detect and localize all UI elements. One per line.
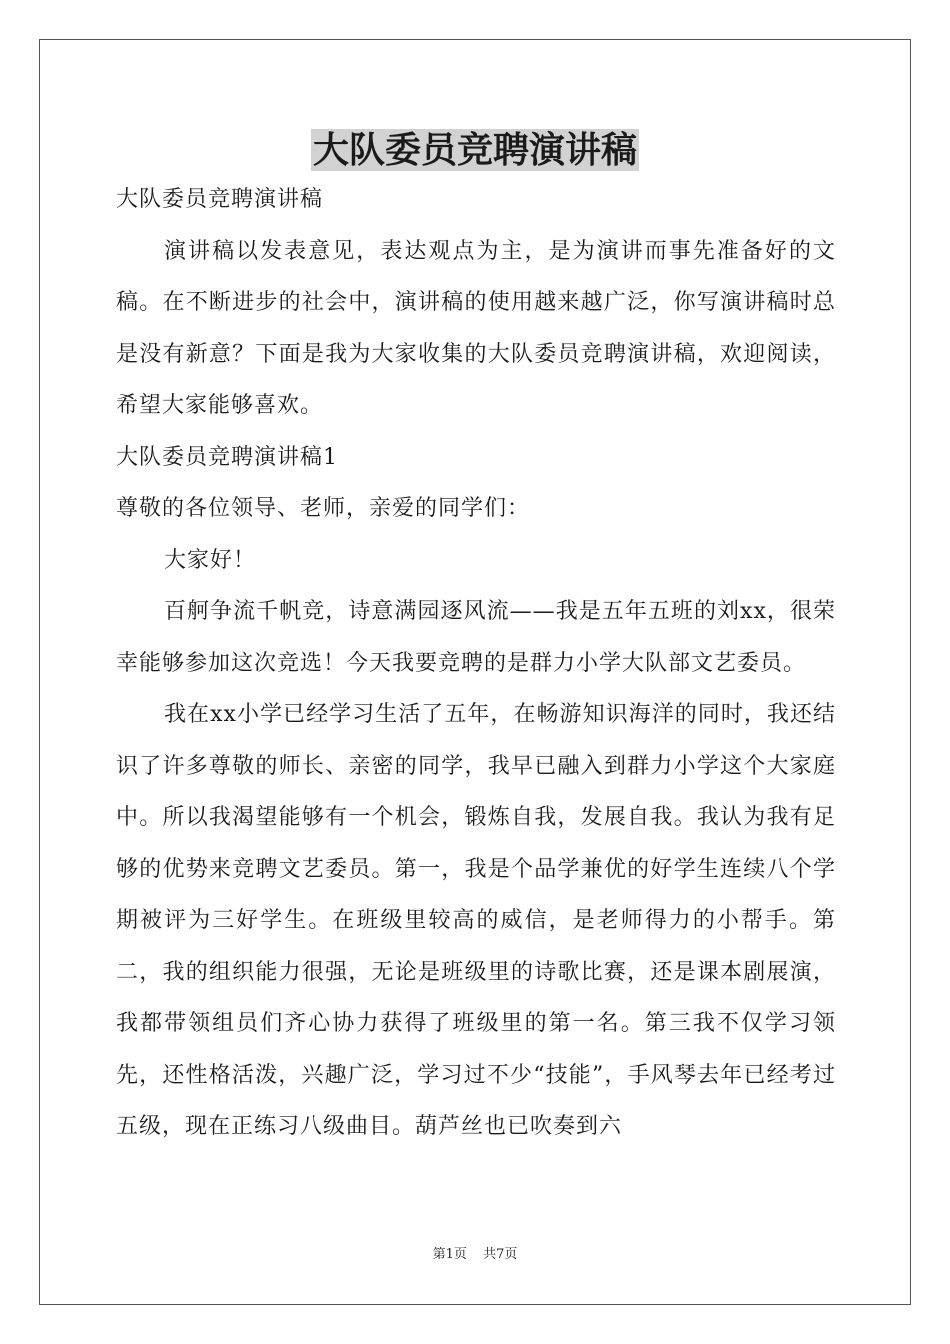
section-heading: 大队委员竞聘演讲稿1	[116, 444, 338, 470]
greeting: 大家好！	[164, 547, 257, 573]
body-paragraph: 我在xx小学已经学习生活了五年，在畅游知识海洋的同时，我还结识了许多尊敬的师长、亲密的同学，我早已融入到群力小学这个大家庭中。所以我渴望能够有一个机会，锻炼自我，发展自我。我认为我有足够的优势来竞聘文艺委员。第一，我是个品学兼优的好学生连续八个学期被评为三好学生。在班级里较高的威信，是老师得力的小帮手。第二，我的组织能力很强，无论是班级里的诗歌比赛，还是课本剧展演，我都带领组员们齐心协力获得了班级里的第一名。第三我不仅学习领先，还性格活泼，兴趣广泛，学习过不少“技能”，手风琴去年已经考过五级，现在正练习八级曲目。葫芦丝也已吹奏到六	[116, 702, 836, 1139]
page-number: 第1页	[432, 1247, 467, 1262]
page-total: 共7页	[483, 1247, 518, 1262]
salutation: 尊敬的各位领导、老师，亲爱的同学们：	[116, 496, 531, 521]
page-footer	[0, 1245, 950, 1265]
subtitle-line: 大队委员竞聘演讲稿	[116, 187, 324, 212]
body-paragraph: 百舸争流千帆竞，诗意满园逐风流——我是五年五班的刘xx，很荣幸能够参加这次竞选！今天我要竞聘的是群力小学大队部文艺委员。	[116, 599, 836, 676]
document-title	[0, 124, 950, 176]
document-body	[116, 174, 836, 1153]
intro-paragraph: 演讲稿以发表意见，表达观点为主，是为演讲而事先准备好的文稿。在不断进步的社会中，演讲稿的使用越来越广泛，你写演讲稿时总是没有新意？下面是我为大家收集的大队委员竞聘演讲稿，欢迎阅读，希望大家能够喜欢。	[116, 238, 836, 418]
document-title-text: 大队委员竞聘演讲稿	[312, 129, 637, 171]
